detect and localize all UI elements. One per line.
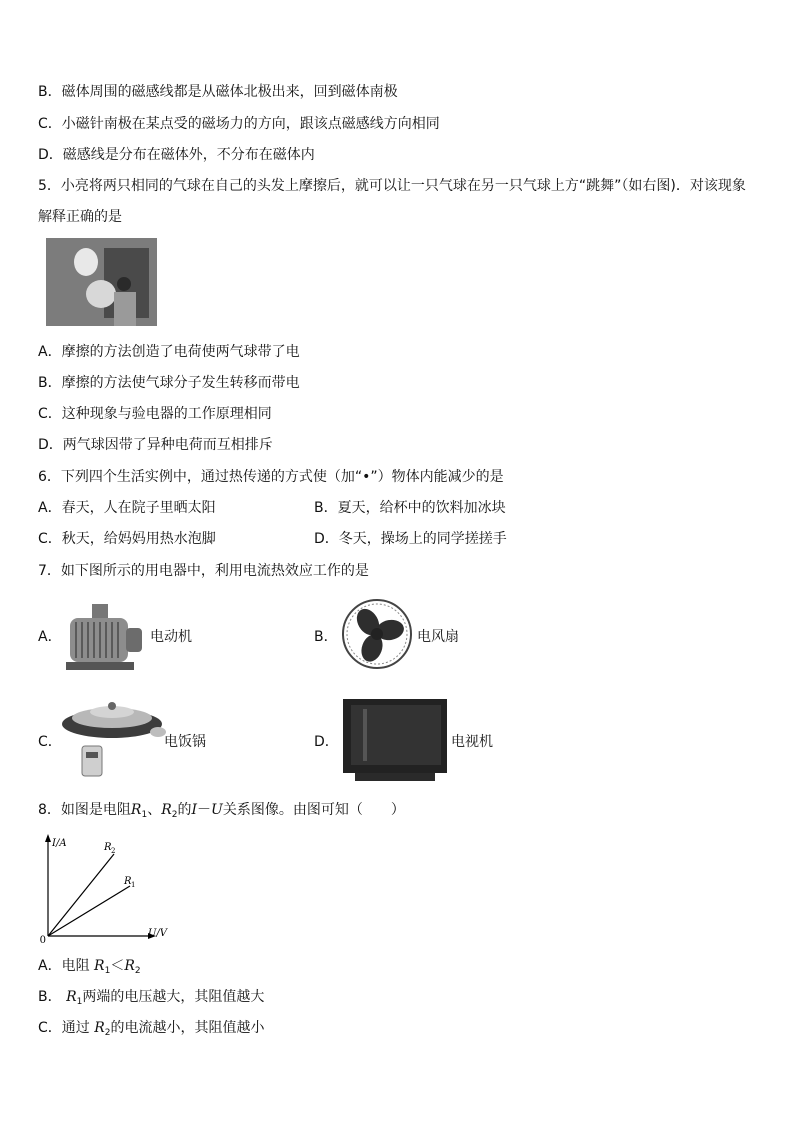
- r2-label-sub: 2: [111, 847, 116, 855]
- q8-separator: 、: [147, 802, 162, 818]
- q5-option-b: B．摩擦的方法使气球分子发生转移而带电: [38, 375, 300, 391]
- q5-option-d: D．两气球因带了异种电荷而互相排斥: [38, 437, 273, 453]
- q8-option-b: [38, 988, 264, 1008]
- television-image: [341, 697, 449, 783]
- q6-option-d: D．冬天，操场上的同学搓搓手: [314, 531, 507, 547]
- q8-r2-letter: R: [161, 802, 172, 818]
- q7-option-b-letter: B．: [314, 629, 338, 645]
- q8-option-a: [38, 957, 141, 977]
- q7-option-c-letter: C．: [38, 734, 62, 750]
- balloon-photo: [46, 238, 157, 326]
- q7-option-d-letter: D．: [314, 734, 339, 750]
- q7-option-a-label: 电动机: [150, 629, 192, 645]
- q8-option-c: [38, 1019, 265, 1039]
- q8-stem-mid: 的: [177, 802, 192, 818]
- electric-fan-image: [338, 596, 416, 672]
- x-axis-label: U/V: [148, 928, 168, 939]
- r1-line: [48, 886, 130, 936]
- q4-option-b: B．磁体周围的磁感线都是从磁体北极出来，回到磁体南极: [38, 84, 398, 100]
- q8-a-r2-sub: 2: [134, 966, 141, 976]
- q8-a-r2: R: [124, 958, 135, 974]
- r2-label: R: [104, 842, 112, 853]
- electric-motor-image: [62, 598, 148, 676]
- q8-option-a-letter: A．电阻: [38, 958, 90, 974]
- q6-option-b: B．夏天，给杯中的饮料加冰块: [314, 500, 506, 516]
- rice-cooker-image: [60, 694, 168, 786]
- iu-graph: [34, 830, 184, 945]
- q8-stem-post: 关系图像。由图可知（ ）: [222, 802, 405, 818]
- q8-c-text: 的电流越小，其阻值越小: [110, 1020, 265, 1036]
- q8-i-symbol: I: [191, 802, 198, 818]
- q8-a-less-than: ＜: [110, 958, 125, 974]
- origin-label: 0: [39, 935, 46, 945]
- q8-r1-letter: R: [130, 802, 142, 818]
- q8-option-b-letter: B．: [38, 989, 62, 1005]
- q8-dash: －: [197, 802, 212, 818]
- q8-b-r1: R: [66, 989, 77, 1005]
- q7-option-d-label: 电视机: [451, 734, 493, 750]
- q8-stem-pre: 8．如图是电阻: [38, 802, 131, 818]
- q8-r1-sub: 1: [141, 810, 148, 820]
- q5-option-c: C．这种现象与验电器的工作原理相同: [38, 406, 272, 422]
- r1-label: R: [124, 876, 132, 887]
- y-axis-arrow: [45, 834, 51, 842]
- q8-b-text: 两端的电压越大，其阻值越大: [82, 989, 265, 1005]
- q8-stem: [38, 801, 405, 821]
- q6-option-c: C．秋天，给妈妈用热水泡脚: [38, 531, 216, 547]
- r1-label-sub: 1: [131, 881, 136, 889]
- q7-option-b-label: 电风扇: [417, 629, 459, 645]
- q5-option-a: A．摩擦的方法创造了电荷使两气球带了电: [38, 344, 300, 360]
- q8-r2-sub: 2: [171, 810, 178, 820]
- q8-c-pre: C．通过: [38, 1020, 90, 1036]
- q8-c-r2-sub: 2: [104, 1028, 111, 1038]
- q7-option-a-letter: A．: [38, 629, 62, 645]
- q4-option-c: C．小磁针南极在某点受的磁场力的方向，跟该点磁感线方向相同: [38, 116, 440, 132]
- q6-stem: 6．下列四个生活实例中，通过热传递的方式使（加“•”）物体内能减少的是: [38, 469, 504, 485]
- q8-c-r2: R: [94, 1020, 105, 1036]
- q8-a-r1: R: [94, 958, 105, 974]
- y-axis-label: I/A: [52, 838, 67, 849]
- q4-option-d: D．磁感线是分布在磁体外，不分布在磁体内: [38, 147, 315, 163]
- q7-option-c-label: 电饭锅: [164, 734, 206, 750]
- q8-u-symbol: U: [211, 802, 223, 818]
- q8-b-r1-sub: 1: [76, 997, 83, 1007]
- r2-line: [48, 854, 114, 936]
- q7-stem: 7．如下图所示的用电器中，利用电流热效应工作的是: [38, 563, 369, 579]
- q5-stem-line2: 解释正确的是: [38, 209, 122, 225]
- q5-stem-line1: 5．小亮将两只相同的气球在自己的头发上摩擦后，就可以让一只气球在另一只气球上方“跳舞”（如右图)．对该现象: [38, 178, 746, 194]
- q6-option-a: A．春天，人在院子里晒太阳: [38, 500, 216, 516]
- q8-a-r1-sub: 1: [104, 966, 111, 976]
